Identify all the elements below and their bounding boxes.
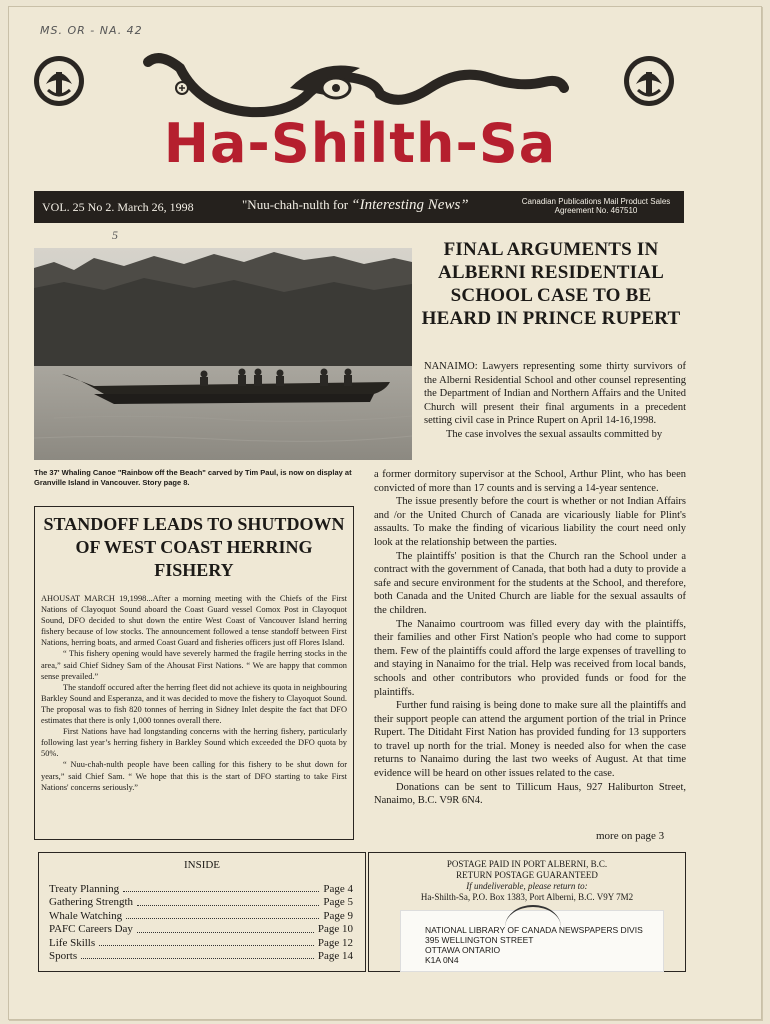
postage-line: POSTAGE PAID IN PORT ALBERNI, B.C. [446, 859, 608, 869]
standoff-paragraph: “ This fishery opening would have severely harmed the fragile herring stocks in the area,” said Chief Sidney Sam of the Ahousat First Nations. “ We are happy that common sense prevailed.” [41, 649, 347, 681]
handwritten-archive-note: MS. OR - NA. 42 [40, 24, 143, 37]
postage-line: RETURN POSTAGE GUARANTEED [456, 870, 598, 880]
standoff-headline: STANDOFF LEADS TO SHUTDOWN OF WEST COAST HERRING FISHERY [43, 514, 345, 580]
contents-item[interactable]: Life Skills Page 12 [49, 936, 353, 949]
story-paragraph: The issue presently before the court is whether or not Indian Affairs and /or the United Church of Canada are vicariously liable for Plint's assaults. To make the finding of vicarious liability the court need only look at the relationship between the parties. [374, 496, 686, 548]
story-paragraph: a former dormitory supervisor at the School, Arthur Plint, who has been convicted of more than 17 counts and is serving a 14-year sentence. [374, 469, 686, 494]
mailing-label [400, 910, 664, 972]
handwritten-page-number: 5 [112, 228, 118, 242]
contents-item[interactable]: PAFC Careers Day Page 10 [49, 923, 353, 936]
postal-agreement: Canadian Publications Mail Product Sales Agreement No. 467510 [521, 197, 671, 215]
story-paragraph: Donations can be sent to Tillicum Haus, 927 Haliburton Street, Nanaimo, B.C. V9R 6N4. [374, 781, 686, 807]
inside-contents-box [38, 852, 366, 972]
postage-line: Ha-Shilth-Sa, P.O. Box 1383, Port Alberni, B.C. V9Y 7M2 [420, 892, 634, 902]
story-paragraph: NANAIMO: Lawyers representing some thirty survivors of the Alberni Residential School and other counsel representing the Department of Indian and Northern Affairs and the United Church will present their final arguments in a precedent setting civil case in Prince Rupert on April 14-16,1998. [424, 361, 686, 427]
standoff-paragraph: AHOUSAT MARCH 19,1998...After a morning meeting with the Chiefs of the First Nations of Clayoquot Sound aboard the Coast Guard vessel Comox Post in Clayoquot Sound, DFO decided to shut down the entire West Coast of Vancouver Island herring fishery because of low stocks. The announcement followed a tense standoff between First Nations, herring boats, and armed Coast Guard and fisheries officers just off Flores Island. [41, 594, 347, 648]
contents-item[interactable]: Sports Page 14 [49, 950, 353, 963]
standoff-story-box [34, 506, 354, 840]
masthead-title: Ha-Shilth-Sa [163, 112, 557, 175]
story-paragraph: The Nanaimo courtroom was filled every day with the plaintiffs, their families and other First Nation's people who had come to support them. Few of the plaintiffs could afford the large expenses of travelling to and staying in Nanaimo for the trial. Help was received from local bands, schools and other contributors who provided funds or food for the plaintiffs. [374, 618, 686, 698]
label-line: OTTAWA ONTARIO [425, 945, 501, 955]
main-headline: FINAL ARGUMENTS IN ALBERNI RESIDENTIAL SCHOOL CASE TO BE HEARD IN PRINCE RUPERT [421, 239, 681, 329]
right-seal-icon [622, 54, 676, 108]
continued-link[interactable]: more on page 3 [596, 830, 665, 842]
canoe-photo [34, 248, 412, 460]
motto: "Nuu-chah-nulth for “Interesting News” [242, 197, 469, 213]
volume-date: VOL. 25 No 2. March 26, 1998 [42, 200, 194, 214]
standoff-paragraph: “ Nuu-chah-nulth people have been calling for this fishery to be shut down for years,” said Chief Sam. “ We hope that this is the start of DFO starting to take First Nations' concerns seriously.” [41, 760, 347, 792]
story-paragraph: The plaintiffs' position is that the Church ran the School under a contract with the government of Canada, that both had a duty to provide a safe and secure environment for the students at the School, and therefore, both Canada and the United Church are liable for the sexual assaults of the children. [374, 550, 686, 616]
contents-item[interactable]: Treaty Planning Page 4 [49, 883, 353, 895]
contents-item[interactable]: Whale Watching Page 9 [49, 909, 353, 922]
label-line: NATIONAL LIBRARY OF CANADA NEWSPAPERS DIVIS [425, 925, 643, 935]
contents-item[interactable]: Gathering Strength Page 5 [49, 896, 353, 909]
inside-title: INSIDE [183, 859, 221, 871]
label-line: 395 WELLINGTON STREET [425, 935, 534, 945]
masthead-banner [34, 191, 684, 223]
story-paragraph: Further fund raising is being done to make sure all the plaintiffs and their support people can attend the argument portion of the trial in Prince Rupert. The Ditidaht First Nation has provided funding for 13 supporters to travel up north for the trial. Money is needed also for when the case returns to Nanaimo during the last two weeks of August. At that time evidence will be heard on other issues related to the case. [374, 700, 686, 780]
story-paragraph: The case involves the sexual assaults committed by [446, 428, 663, 440]
postage-line: If undeliverable, please return to: [466, 881, 588, 891]
standoff-paragraph: First Nations have had longstanding concerns with the herring fishery, particularly following last year’s herring fishery in Barkley Sound which exceeded the DFO quota by 50%. [41, 727, 347, 759]
standoff-paragraph: The standoff occured after the herring fleet did not achieve its quota in neighbouring Barkley Sound and Esperanza, and it was decided to move the fishery to Clayoquot Sound. The proposal was to fish 820 tonnes of herring in Sidney Inlet despite the fact that DFO estimates that there is only 1,000 tonnes overall there. [41, 682, 347, 726]
photo-caption: The 37' Whaling Canoe "Rainbow off the Beach" carved by Tim Paul, is now on display at Granville Island in Vancouver. Story page 8. [34, 468, 352, 487]
left-seal-icon [32, 54, 86, 108]
label-line: K1A 0N4 [425, 955, 459, 965]
